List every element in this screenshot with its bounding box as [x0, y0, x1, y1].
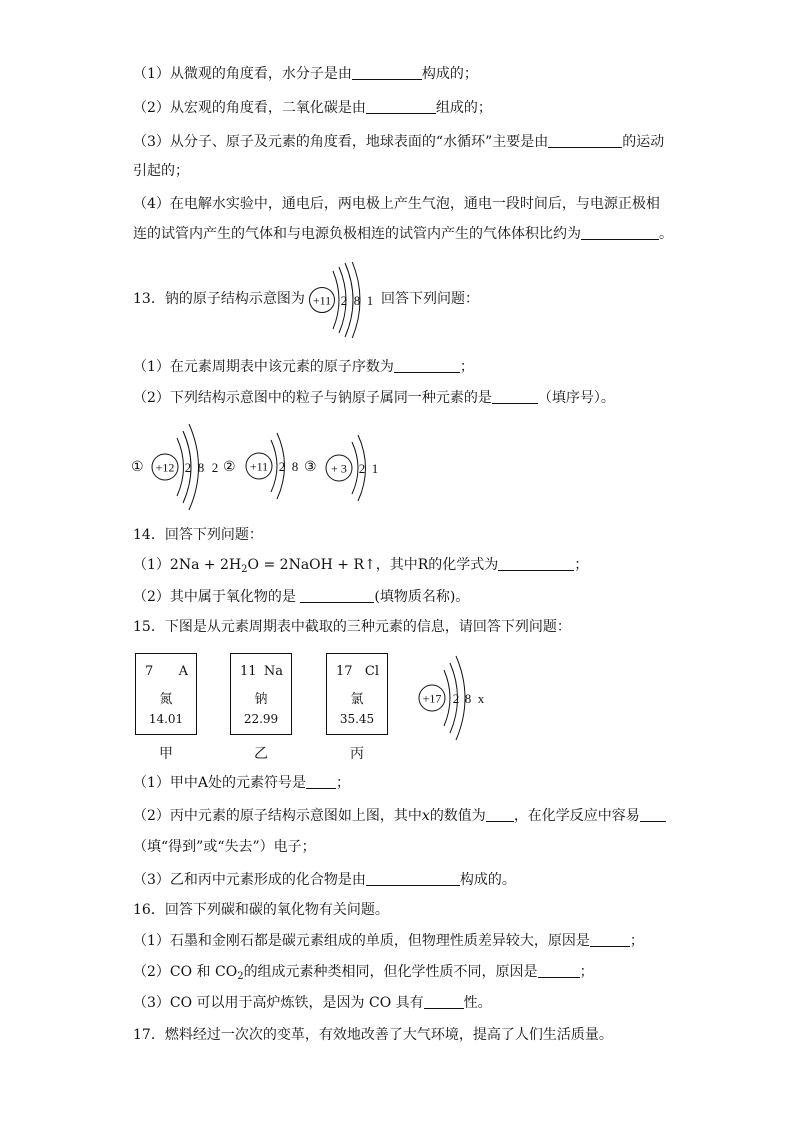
q14-part2 [133, 587, 469, 607]
shell-electrons: 1 [366, 293, 374, 308]
atomic-mass: 35.45 [339, 712, 375, 726]
nucleus-charge: +11 [249, 459, 269, 474]
q15-title [133, 617, 571, 637]
q16-part3 [133, 993, 492, 1013]
q15-part2-mid: 的数值为 [429, 808, 486, 824]
answer-blank[interactable] [486, 807, 514, 822]
equation-part: O = 2NaOH + R↑，其中R的化学式为 [247, 557, 499, 573]
atom-diagram-option-1 [148, 420, 224, 512]
option-marker-1: ① [131, 459, 144, 475]
q13-part2 [133, 388, 615, 408]
q13-intro-end [381, 289, 479, 309]
atom-diagram-option-3 [322, 432, 382, 502]
element-card-bing [326, 653, 388, 735]
variable-x: x [421, 808, 430, 824]
q16-part3-end: 性。 [463, 995, 492, 1011]
q16-part2-post: 的组成元素种类相同，但化学性质不同，原因是 [243, 964, 538, 980]
shell-electrons: 8 [197, 460, 205, 475]
q15-part1-text: （1）甲中A处的元素符号是 [133, 775, 307, 791]
q12-part4-cont [133, 224, 673, 244]
shell-electrons: 2 [184, 460, 192, 475]
q12-part2-end: 组成的； [435, 100, 492, 116]
q12-part3-cont-text: 引起的； [133, 163, 189, 179]
q16-part2-text: （2）CO 和 CO [133, 964, 238, 980]
shell-electrons: 2 [211, 460, 219, 475]
q15-part3-end: 构成的。 [459, 872, 516, 888]
answer-blank[interactable] [300, 588, 374, 603]
q15-part2-mid2: ，在化学反应中容易 [513, 808, 640, 824]
q13-intro-end-text: 回答下列问题： [381, 291, 479, 307]
answer-blank[interactable] [492, 389, 538, 404]
q15-part2-text: （2）丙中元素的原子结构示意图如上图，其中 [133, 808, 422, 824]
shell-electrons: 1 [371, 461, 379, 476]
element-name: 钠 [254, 692, 268, 707]
q12-part2-text: （2）从宏观的角度看，二氧化碳是由 [133, 100, 366, 116]
card-label: 丙 [350, 746, 364, 762]
answer-blank[interactable] [640, 807, 666, 822]
nucleus-charge: +11 [312, 293, 332, 308]
q16-part1-end: ； [629, 933, 644, 949]
option-marker-3: ③ [304, 459, 317, 475]
shell-electrons: 2 [340, 293, 348, 308]
q15-part3 [133, 870, 516, 890]
q15-part2 [133, 806, 666, 826]
q14-title [133, 525, 263, 545]
answer-blank[interactable] [498, 556, 574, 571]
equation-part: （1）2Na + 2H [133, 557, 242, 573]
q13-intro [133, 289, 305, 309]
answer-blank[interactable] [352, 65, 422, 80]
answer-blank[interactable] [590, 932, 630, 947]
shell-electrons: 8 [464, 691, 472, 706]
q13-part2-text: （2）下列结构示意图中的粒子与钠原子属同一种元素的是 [133, 390, 492, 406]
q16-title [133, 900, 389, 920]
q15-part3-text: （3）乙和丙中元素形成的化合物是由 [133, 872, 366, 888]
q16-part2 [133, 962, 594, 987]
q13-part1-text: （1）在元素周期表中该元素的原子序数为 [133, 359, 394, 375]
atom-diagram-option-2 [242, 428, 304, 502]
q12-part2 [133, 98, 492, 118]
option-marker-2: ② [223, 459, 236, 475]
element-symbol: A [178, 664, 188, 679]
q16-part3-text: （3）CO 可以用于高炉炼铁，是因为 CO 具有 [133, 995, 424, 1011]
atomic-number: 11 [240, 664, 257, 679]
q15-title-text: 15．下图是从元素周期表中截取的三种元素的信息，请回答下列问题： [133, 619, 571, 635]
shell-electrons: 8 [291, 459, 299, 474]
shell-electrons: 2 [278, 459, 286, 474]
element-name: 氮 [159, 692, 173, 707]
q17-title-text: 17．燃料经过一次次的变革，有效地改善了大气环境，提高了人们生活质量。 [133, 1027, 613, 1043]
q17-title [133, 1025, 613, 1045]
q13-intro-text: 13．钠的原子结构示意图为 [133, 291, 305, 307]
q13-part1 [133, 357, 474, 377]
shell-electrons: x [477, 691, 485, 706]
answer-blank[interactable] [306, 774, 336, 789]
q15-part1-end: ； [336, 775, 351, 791]
card-label: 甲 [159, 746, 173, 762]
q12-part1 [133, 64, 478, 84]
q16-title-text: 16．回答下列碳和碳的氧化物有关问题。 [133, 902, 389, 918]
shell-electrons: 2 [358, 461, 366, 476]
q14-part1-end: ； [574, 557, 589, 573]
nucleus-charge: +12 [155, 460, 175, 475]
answer-blank[interactable] [581, 225, 659, 240]
atomic-number: 17 [336, 664, 353, 679]
answer-blank[interactable] [366, 99, 436, 114]
nucleus-charge: + 3 [331, 461, 347, 476]
q14-title-text: 14．回答下列问题： [133, 527, 263, 543]
q16-part2-end: ； [579, 964, 594, 980]
q16-part1-text: （1）石墨和金刚石都是碳元素组成的单质，但物理性质差异较大，原因是 [133, 933, 590, 949]
q13-part2-end: （填序号）。 [537, 390, 615, 406]
q14-part2-text: （2）其中属于氧化物的是 [133, 589, 296, 605]
atomic-mass: 22.99 [243, 712, 279, 726]
element-card-jia [135, 653, 197, 735]
q12-part3-end: 的运动 [622, 134, 665, 150]
element-card-yi [230, 653, 292, 735]
answer-blank[interactable] [538, 963, 580, 978]
subscript: 2 [237, 971, 244, 982]
nucleus-charge: +17 [422, 691, 442, 706]
answer-blank[interactable] [424, 994, 464, 1009]
subscript: 2 [241, 564, 248, 575]
shell-electrons: 8 [353, 293, 361, 308]
chlorine-atom-diagram [416, 652, 496, 744]
atomic-number: 7 [145, 664, 154, 679]
q12-part4-end: 。 [659, 226, 673, 242]
q12-part1-end: 构成的； [421, 66, 478, 82]
q12-part4-text: （4）在电解水实验中，通电后，两电极上产生气泡，通电一段时间后，与电源正极相 [133, 196, 660, 212]
q13-part1-end: ； [459, 359, 474, 375]
q14-part1 [133, 555, 588, 580]
q12-part1-text: （1）从微观的角度看，水分子是由 [133, 66, 352, 82]
q14-part2-end: (填物质名称)。 [374, 589, 470, 605]
q15-part2-cont [133, 837, 316, 857]
answer-blank[interactable] [366, 871, 460, 886]
element-symbol: Cl [364, 664, 379, 679]
q15-part2-cont-text: （填“得到”或“失去”）电子； [133, 839, 316, 855]
card-label: 乙 [254, 746, 268, 762]
q12-part4 [133, 194, 660, 214]
q16-part1 [133, 931, 644, 951]
q12-part3-text: （3）从分子、原子及元素的角度看，地球表面的“水循环”主要是由 [133, 134, 549, 150]
q12-part4-cont-text: 连的试管内产生的气体和与电源负极相连的试管内产生的气体体积比约为 [133, 226, 581, 242]
atomic-mass: 14.01 [148, 712, 184, 726]
q12-part3-cont [133, 161, 189, 181]
q12-part3 [133, 132, 664, 152]
sodium-atom-diagram [306, 262, 378, 338]
q15-part1 [133, 773, 350, 793]
element-name: 氯 [350, 692, 364, 707]
answer-blank[interactable] [394, 358, 460, 373]
element-symbol: Na [263, 664, 283, 679]
shell-electrons: 2 [452, 691, 460, 706]
answer-blank[interactable] [548, 133, 622, 148]
